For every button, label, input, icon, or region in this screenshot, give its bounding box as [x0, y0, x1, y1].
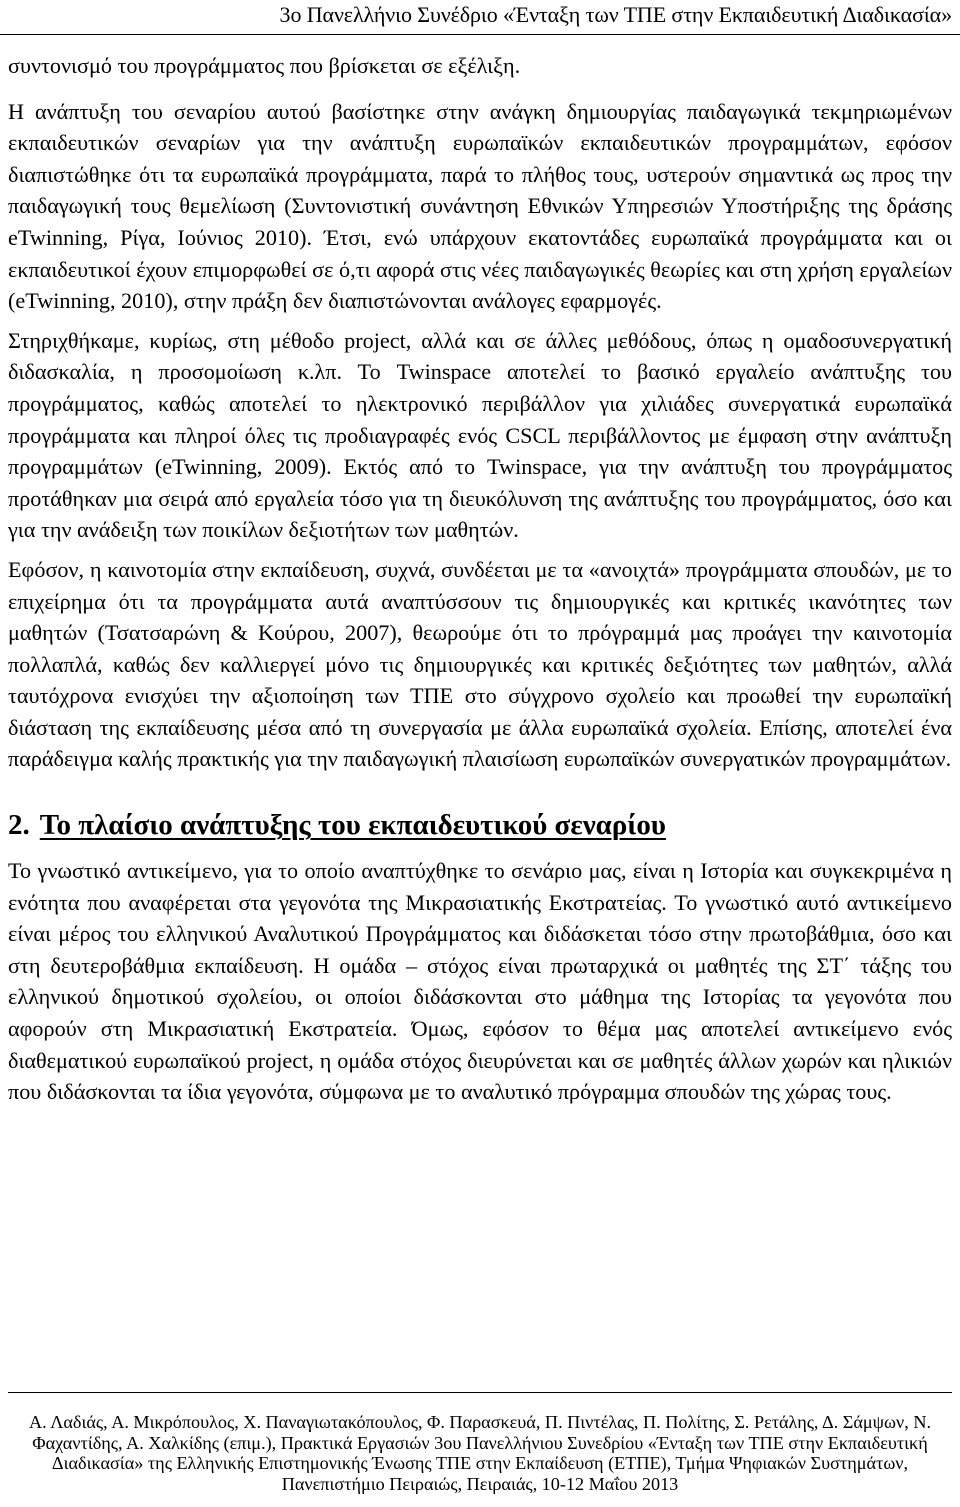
conference-title: 3ο Πανελλήνιο Συνέδριο «Ένταξη των ΤΠΕ στην Εκπαιδευτική Διαδικασία» — [279, 2, 952, 27]
section-heading — [8, 805, 952, 845]
page-body — [8, 50, 952, 1116]
paragraph-section-context: Το γνωστικό αντικείμενο, για το οποίο αναπτύχθηκε το σενάριο μας, είναι η Ιστορία και συγκεκριμένα η ενότητα που αναφέρεται στα γεγονότα της Μικρασιατικής Εκστρατείας. Το γνωστικό αυτό αντικείμενο είναι μέρος του ελληνικού Αναλυτικού Προγράμματος και διδάσκεται τόσο στην πρωτοβάθμια, όσο και στη δευτεροβάθμια εκπαίδευση. Η ομάδα – στόχος είναι πρωταρχικά οι μαθητές της ΣΤ΄ τάξης του ελληνικού δημοτικού σχολείου, οι οποίοι διδάσκονται στο μάθημα της Ιστορίας τα γεγονότα που αφορούν στη Μικρασιατική Εκστρατεία. Όμως, εφόσον το θέμα μας αποτελεί αντικείμενο ενός διαθεματικού ευρωπαϊκού project, η ομάδα στόχος διευρύνεται και σε μαθητές άλλων χωρών και ηλικιών που διδάσκονται τα ίδια γεγονότα, σύμφωνα με το αναλυτικό πρόγραμμα σπουδών της χώρας τους. — [8, 858, 952, 1105]
footer-divider — [8, 1392, 952, 1393]
paragraph-innovation: Εφόσον, η καινοτομία στην εκπαίδευση, συχνά, συνδέεται με τα «ανοιχτά» προγράμματα σπουδών, με το επιχείρημα ότι τα προγράμματα αυτά αναπτύσσουν τις δημιουργικές και κριτικές ικανότητες των μαθητών (Τσατσαρώνη & Κούρου, 2007), θεωρούμε ότι το πρόγραμμά μας προάγει την καινοτομία πολλαπλά, καθώς δεν καλλιεργεί μόνο τις δημιουργικές και κριτικές δεξιότητες των μαθητών, αλλά ταυτόχρονα ενισχύει την αξιοποίηση των ΤΠΕ στο σύγχρονο σχολείο και προωθεί την ευρωπαϊκή διάσταση της εκπαίδευσης μέσα από τη συνεργασία με άλλα ευρωπαϊκά σχολεία. Επίσης, αποτελεί ένα παράδειγμα καλής πρακτικής για την παιδαγωγική πλαισίωση ευρωπαϊκών συνεργατικών προγραμμάτων. — [8, 556, 952, 772]
paragraph-methods: Στηριχθήκαμε, κυρίως, στη μέθοδο project, αλλά και σε άλλες μεθόδους, όπως η ομαδοσυνεργατική διδασκαλία, η προσομοίωση κ.λπ. Το Twinspace αποτελεί το βασικό εργαλείο ανάπτυξης του προγράμματος, καθώς αποτελεί το ηλεκτρονικό περιβάλλον για χιλιάδες συνεργατικά ευρωπαϊκά προγράμματα και πληροί όλες τις προδιαγραφές ενός CSCL περιβάλλοντος με έμφαση στην ανάπτυξη προγραμμάτων (eTwinning, 2009). Εκτός από το Twinspace, για την ανάπτυξη του προγράμματος προτάθηκαν μια σειρά από εργαλεία τόσο για τη διευκόλυνση της ανάπτυξης του προγράμματος, όσο και για την ανάδειξη των ποικίλων δεξιοτήτων των μαθητών. — [8, 327, 952, 543]
paragraph-continuation: συντονισμό του προγράμματος που βρίσκεται σε εξέλιξη. — [8, 53, 521, 78]
paragraph-scenario-rationale: Η ανάπτυξη του σεναρίου αυτού βασίστηκε στην ανάγκη δημιουργίας παιδαγωγικά τεκμηριωμένων εκπαιδευτικών σεναρίων για την ανάπτυξη ευρωπαϊκών εκπαιδευτικών προγραμμάτων, εφόσον διαπιστώθηκε ότι τα ευρωπαϊκά προγράμματα, παρά το πλήθος τους, υστερούν σημαντικά ως προς την παιδαγωγική τους θεμελίωση (Συντονιστική συνάντηση Εθνικών Υπηρεσιών Υποστήριξης της δράσης eTwinning, Ρίγα, Ιούνιος 2010). Έτσι, ενώ υπάρχουν εκατοντάδες ευρωπαϊκά προγράμματα και οι εκπαιδευτικοί έχουν επιμορφωθεί σε ό,τι αφορά στις νέες παιδαγωγικές θεωρίες και στη χρήση εργαλείων (eTwinning, 2010), στην πράξη δεν διαπιστώνονται ανάλογες εφαρμογές. — [8, 98, 952, 314]
section-title: Το πλαίσιο ανάπτυξης του εκπαιδευτικού σεναρίου — [39, 809, 666, 842]
running-header — [0, 0, 960, 35]
section-number: 2. — [8, 809, 30, 842]
page-footer — [0, 1392, 960, 1507]
footer-citation: Α. Λαδιάς, Α. Μικρόπουλος, Χ. Παναγιωτακόπουλος, Φ. Παρασκευά, Π. Πιντέλας, Π. Πολίτης, Σ. Ρετάλης, Δ. Σάμψων, Ν. Φαχαντίδης, Α. Χαλκίδης (επιμ.), Πρακτικά Εργασιών 3ου Πανελλήνιου Συνεδρίου «Ένταξη των ΤΠΕ στην Εκπαιδευτική Διαδικασία» της Ελληνικής Επιστημονικής Ένωσης ΤΠΕ στην Εκπαίδευση (ΕΤΠΕ), Τμήμα Ψηφιακών Συστημάτων, Πανεπιστήμιο Πειραιώς, Πειραιάς, 10-12 Μαΐου 2013 — [28, 1412, 932, 1494]
